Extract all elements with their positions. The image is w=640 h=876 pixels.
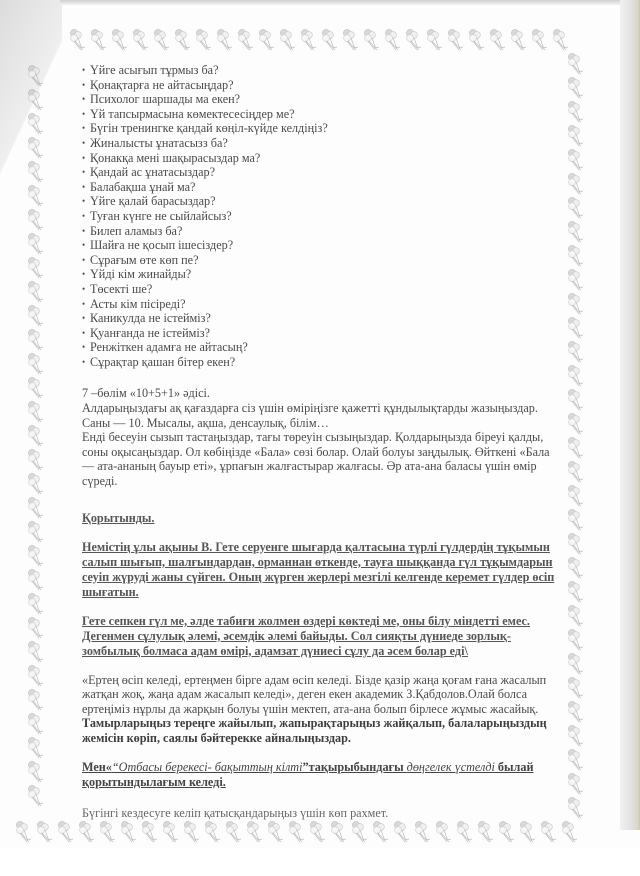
balloon-icon: [26, 568, 47, 592]
question-text: Асты кім пісіреді?: [90, 296, 186, 311]
balloon-icon: [26, 592, 47, 616]
balloon-border-left: [26, 64, 47, 808]
balloon-border-bottom: [14, 820, 581, 844]
balloon-icon: [14, 820, 35, 844]
balloon-icon: [224, 820, 245, 844]
balloon-icon: [257, 28, 278, 52]
paragraph-line-bold: жемісін көріп, саялы бәйтерекке айналыңыздар.: [82, 731, 351, 745]
balloon-icon: [56, 820, 77, 844]
question-item: [82, 151, 612, 166]
balloon-icon: [476, 820, 497, 844]
section-7-line: Саны — 10. Мысалы, ақша, денсаулық, білім…: [82, 415, 329, 430]
balloon-icon: [26, 616, 47, 640]
balloon-icon: [362, 28, 383, 52]
balloon-icon: [509, 28, 530, 52]
section-7-line: Алдарыңыздағы ақ қағаздарға сіз үшін өміріңізге қажетті құндылықтарды жазыңыздар.: [82, 401, 538, 416]
balloon-icon: [455, 820, 476, 844]
question-item: [82, 136, 612, 151]
question-item: [82, 180, 612, 195]
question-text: Қуанғанда не істейміз?: [90, 325, 210, 340]
closing-prefix: Мен«: [82, 759, 112, 774]
balloon-icon: [26, 136, 47, 160]
section-7-line: 7 –бөлім «10+5+1» әдісі.: [82, 386, 210, 401]
balloon-icon: [26, 784, 47, 808]
balloon-icon: [350, 820, 371, 844]
question-text: Қонакқа мені шақырасыздар ма?: [90, 150, 261, 165]
balloon-icon: [26, 640, 47, 664]
question-item: [82, 340, 612, 355]
bullet-icon: •: [82, 254, 86, 265]
question-text: Каникулда не істейміз?: [90, 311, 211, 326]
section-7-line: Енді бесеуін сызып тастаңыздар, тағы төреуін сызыңыздар. Қолдарыңызда біреуі қалды,: [82, 430, 544, 445]
section-7: [82, 386, 612, 488]
question-text: Балабақша ұнай ма?: [90, 179, 196, 194]
balloon-icon: [26, 184, 47, 208]
bullet-icon: •: [82, 327, 86, 338]
balloon-icon: [26, 760, 47, 784]
bullet-icon: •: [82, 356, 86, 367]
bullet-icon: •: [82, 65, 86, 75]
balloon-icon: [404, 28, 425, 52]
balloon-icon: [383, 28, 404, 52]
bullet-icon: •: [82, 137, 86, 148]
paragraph-line: Немістің ұлы ақыны В. Гете серуенге шығарда қалтасына түрлі гүлдердің тұқымын: [82, 539, 550, 554]
balloon-icon: [26, 232, 47, 256]
question-text: Сұрағым өте көп пе?: [90, 252, 199, 267]
balloon-icon: [341, 28, 362, 52]
balloon-icon: [26, 664, 47, 688]
balloon-icon: [26, 328, 47, 352]
bullet-icon: •: [82, 283, 86, 294]
balloon-icon: [26, 256, 47, 280]
bullet-icon: •: [82, 181, 86, 192]
question-text: Билеп аламыз ба?: [90, 223, 183, 238]
balloon-icon: [26, 88, 47, 112]
balloon-icon: [26, 64, 47, 88]
document-body: [82, 63, 612, 821]
page-top-edge: [60, 0, 620, 5]
question-item: [82, 121, 612, 136]
question-item: [82, 107, 612, 122]
balloon-icon: [434, 820, 455, 844]
balloon-icon: [26, 376, 47, 400]
balloon-icon: [26, 688, 47, 712]
balloon-icon: [278, 28, 299, 52]
bullet-icon: •: [82, 225, 86, 236]
bullet-icon: •: [82, 79, 86, 90]
paragraph-line: ертеңіміз нұрлы да жарқын болуы үшін мектеп, ата-ана болып бірлесе жұмыс жасайық.: [82, 701, 539, 716]
bullet-icon: •: [82, 94, 86, 105]
question-text: Үйді кім жинайды?: [90, 267, 192, 282]
round-table-phrase: дөңгелек үстелді: [406, 759, 495, 774]
balloon-icon: [26, 520, 47, 544]
bullet-icon: •: [82, 210, 86, 221]
bullet-icon: •: [82, 152, 86, 163]
question-text: Үйге асығып тұрмыз ба?: [90, 63, 219, 77]
balloon-icon: [287, 820, 308, 844]
question-text: Туған күнге не сыйлайсыз?: [90, 208, 232, 223]
balloon-icon: [392, 820, 413, 844]
balloon-icon: [89, 28, 110, 52]
balloon-icon: [26, 472, 47, 496]
balloon-icon: [131, 28, 152, 52]
balloon-icon: [26, 496, 47, 520]
balloon-icon: [446, 28, 467, 52]
balloon-icon: [194, 28, 215, 52]
goethe-paragraph: [82, 540, 612, 600]
question-text: Ренжіткен адамға не айтасың?: [90, 340, 248, 355]
balloon-icon: [26, 448, 47, 472]
bullet-icon: •: [82, 313, 86, 324]
balloon-icon: [488, 28, 509, 52]
balloon-icon: [425, 28, 446, 52]
question-text: Қандай ас ұнатасыздар?: [90, 165, 216, 180]
question-text: Қонақтарға не айтасыңдар?: [90, 77, 234, 92]
balloon-icon: [329, 820, 350, 844]
question-item: [82, 92, 612, 107]
section-7-line: — ата-ананың бауыр еті», ұрпағын жалғастырар жалғасы. Әр ата-ана баласы үшін өмір: [82, 459, 537, 474]
balloon-icon: [26, 208, 47, 232]
balloon-icon: [413, 820, 434, 844]
section-7-line: соны оқысаңыздар. Ол көбіңізде «Бала» сөзі болар. Олай болуы заңдылық. Өйткені «Бала: [82, 444, 550, 459]
question-item: [82, 297, 612, 312]
balloon-icon: [26, 400, 47, 424]
section-7-line: сүреді.: [82, 474, 118, 489]
question-item: [82, 326, 612, 341]
balloon-icon: [68, 28, 89, 52]
paragraph-line: Гете сепкен гүл ме, әлде табиғи жолмен өздері көктеді ме, оны білу міндетті емес.: [82, 613, 530, 628]
balloon-border-top: [68, 28, 572, 52]
balloon-icon: [26, 424, 47, 448]
balloon-icon: [371, 820, 392, 844]
paragraph-line: «Ертең өсіп келеді, ертеңмен бірге адам өсіп келеді. Бізде қазір жаңа қоғам ғана жасалып: [82, 672, 547, 687]
balloon-icon: [215, 28, 236, 52]
question-item: [82, 209, 612, 224]
bullet-icon: •: [82, 240, 86, 251]
balloon-icon: [26, 304, 47, 328]
balloon-icon: [140, 820, 161, 844]
question-item: [82, 282, 612, 297]
paragraph-line: сеуіп жүруді жаны сүйген. Оның жүрген жерлері мезгілі келгенде керемет гүлдер өсіп: [82, 569, 555, 584]
question-item: [82, 224, 612, 239]
question-text: Үйге қалай барасыздар?: [90, 194, 216, 209]
paragraph-line: шығатын.: [82, 584, 139, 599]
page-bottom-margin: [0, 848, 640, 876]
bullet-icon: •: [82, 108, 86, 119]
balloon-icon: [26, 280, 47, 304]
question-item: [82, 78, 612, 93]
balloon-icon: [299, 28, 320, 52]
balloon-icon: [98, 820, 119, 844]
balloon-icon: [26, 352, 47, 376]
question-text: Сұрақтар қашан бітер екен?: [90, 354, 236, 369]
question-text: Төсекті ше?: [90, 281, 153, 296]
question-item: [82, 238, 612, 253]
question-item: [82, 253, 612, 268]
balloon-icon: [530, 28, 551, 52]
bullet-icon: •: [82, 196, 86, 207]
balloon-icon: [236, 28, 257, 52]
bullet-icon: •: [82, 167, 86, 178]
paragraph-line: Дегенмен сұлулық әлемі, әсемдік әлемі байыды. Сол сияқты дүниеде зорлық-: [82, 628, 511, 643]
question-list: [82, 63, 612, 369]
paragraph-line: зомбылық болмаса адам өмірі, адамзат дүниесі сұлу да әсем болар еді\: [82, 643, 468, 658]
balloon-icon: [26, 712, 47, 736]
closing-statement: [82, 760, 612, 790]
question-text: Үй тапсырмасына көмектесесіңдер ме?: [90, 106, 295, 121]
balloon-icon: [560, 820, 581, 844]
beauty-paragraph: [82, 614, 612, 659]
balloon-icon: [203, 820, 224, 844]
balloon-icon: [497, 820, 518, 844]
paragraph-line: жатқан жоқ, жаңа адам жасалып келеді», деген екен академик З.Қабдолов.Олай болса: [82, 687, 527, 702]
bullet-icon: •: [82, 123, 86, 134]
question-item: [82, 165, 612, 180]
bullet-icon: •: [82, 342, 86, 353]
paragraph-line-bold: Тамырларыңыз тереңге жайылып, жапырақтарыңыз жайқалып, балаларыңыздың: [82, 716, 547, 731]
closing-line-1: [82, 760, 612, 775]
bullet-icon: •: [82, 269, 86, 280]
question-text: Жиналысты ұнатасызз ба?: [90, 135, 228, 150]
question-item: [82, 194, 612, 209]
question-text: Психолог шаршады ма екен?: [90, 92, 241, 107]
balloon-icon: [320, 28, 341, 52]
balloon-icon: [161, 820, 182, 844]
question-item: [82, 267, 612, 282]
bullet-icon: •: [82, 298, 86, 309]
balloon-icon: [539, 820, 560, 844]
balloon-icon: [182, 820, 203, 844]
closing-line-2: қорытындылағым келеді.: [82, 774, 226, 789]
closing-middle: ”тақырыбындағы: [302, 759, 407, 774]
balloon-icon: [26, 544, 47, 568]
balloon-icon: [308, 820, 329, 844]
quote-paragraph: [82, 673, 612, 746]
balloon-icon: [26, 112, 47, 136]
question-text: Шайға не қосып ішесіздер?: [90, 238, 234, 253]
question-item: [82, 63, 612, 78]
balloon-icon: [518, 820, 539, 844]
balloon-icon: [26, 736, 47, 760]
question-text: Бүгін тренингке қандай көңіл-күйде келдіңіз?: [90, 121, 328, 136]
topic-title: “Отбасы берекесі- бақыттың кілті: [111, 759, 303, 774]
balloon-icon: [467, 28, 488, 52]
balloon-icon: [173, 28, 194, 52]
balloon-icon: [152, 28, 173, 52]
balloon-icon: [26, 160, 47, 184]
balloon-icon: [551, 28, 572, 52]
paragraph-line: салып шығып, шалғындардан, орманнан өткенде, тауға шыққанда гүл тұқымдарын: [82, 554, 553, 569]
balloon-icon: [35, 820, 56, 844]
question-item: [82, 355, 612, 370]
balloon-icon: [77, 820, 98, 844]
question-item: [82, 311, 612, 326]
balloon-icon: [266, 820, 287, 844]
closing-suffix: былай: [494, 759, 534, 774]
balloon-icon: [245, 820, 266, 844]
page-right-edge: [620, 0, 640, 830]
balloon-icon: [119, 820, 140, 844]
balloon-icon: [110, 28, 131, 52]
conclusion-heading: Қорытынды.: [82, 510, 155, 525]
thanks-line: Бүгінгі кездесуге келіп қатысқандарыңыз үшін көп рахмет.: [82, 805, 389, 820]
